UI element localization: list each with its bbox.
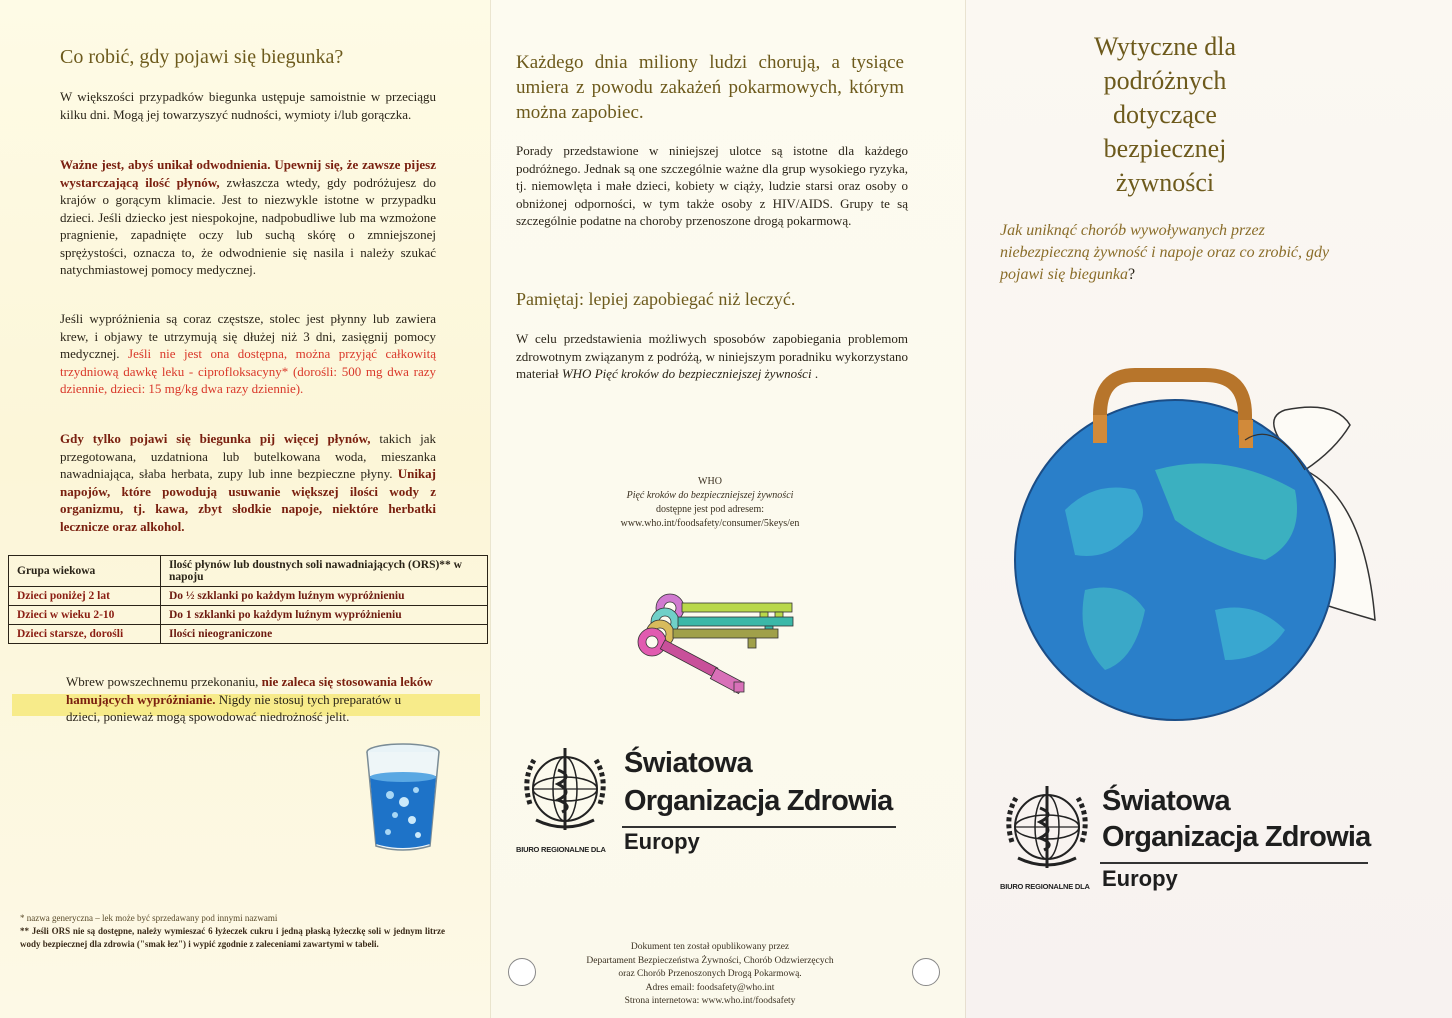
who-name-line1: Światowa — [1102, 785, 1231, 817]
who-name-line2: Organizacja Zdrowia — [1102, 821, 1371, 853]
medical-red-text: Jeśli nie jest ona dostępna, można przyjąć całkowitą trzydniową dawkę leku - ciprofloksacyny* (dorośli: 500 mg dwa razy dziennie, dzieci: 15 mg/kg dwa razy dziennie). — [60, 346, 436, 396]
table-cell: Do 1 szklanki po każdym luźnym wypróżnieniu — [161, 606, 488, 625]
fold-line — [965, 0, 966, 1018]
table-header: Grupa wiekowa — [9, 556, 161, 587]
fluids-avoid-text: Unikaj napojów, które powodują usuwanie większej ilości wody z organizmu, tj. kawa, zbyt słodkie napoje, niektóre herbatki lecznicze oraz alkohol. — [60, 466, 436, 534]
title-line: podróżnych — [1103, 66, 1227, 95]
who-emblem-icon — [516, 740, 614, 838]
table-cell: Do ½ szklanki po każdym luźnym wypróżnieniu — [161, 587, 488, 606]
table-row — [9, 625, 488, 644]
who-emblem-icon — [998, 778, 1096, 876]
subtitle-question-mark: ? — [1127, 266, 1136, 283]
keys-illustration — [630, 586, 810, 696]
water-glass-illustration — [360, 740, 446, 854]
reference-block — [560, 475, 860, 531]
five-keys-end: . — [811, 366, 819, 381]
publication-info — [540, 941, 880, 1009]
warning-emphasis: nie zaleca się stosowania leków hamujących wypróżnianie. — [66, 674, 433, 707]
dehydration-text: zwłaszcza wtedy, gdy podróżujesz do krajów o gorącym klimacie. Jest to niezwykle istotne w przypadku dzieci. Jeśli dziecko jest niespokojne, nadpobudliwe lub ma wzmożone pragnienie, zapadnięte oczy lub suchą skórę o zmniejszonej sprężystości, oznacza to, że odwodnienie się nasila i należy szukać natychmiastowej pomocy medycznej. — [60, 174, 436, 277]
who-name-line2: Organizacja Zdrowia — [624, 785, 893, 817]
title-line: żywności — [1115, 168, 1215, 197]
brochure-title — [1040, 30, 1290, 200]
middle-heading: Każdego dnia miliony ludzi chorują, a tysiące umiera z powodu zakażeń pokarmowych, którym można zapobiec. — [516, 52, 904, 123]
left-heading: Co robić, gdy pojawi się biegunka? — [60, 46, 344, 68]
ors-table — [8, 555, 488, 644]
footnote-ors: ** Jeśli ORS nie są dostępne, należy wymieszać 6 łyżeczek cukru i jedną płaską łyżeczkę soli w jednym litrze wody bezpiecznej dla zdrowia ("smak łez") i wypić zgodnie z zaleceniami zawartymi w tabeli. — [20, 926, 445, 949]
brochure-subtitle — [1000, 220, 1352, 286]
dehydration-emphasis: Ważne jest, abyś unikał odwodnienia. Upewnij się, że zawsze pijesz wystarczającą ilość płynów, — [60, 157, 436, 190]
paragraph-five-keys — [516, 330, 908, 383]
punch-hole — [508, 958, 536, 986]
remember-heading: Pamiętaj: lepiej zapobiegać niż leczyć. — [516, 289, 796, 309]
fold-line — [490, 0, 491, 1018]
footnote-generic: * nazwa generyczna – lek może być sprzedawany pod innymi nazwami — [20, 913, 278, 923]
table-row — [9, 606, 488, 625]
subtitle-text: Jak uniknąć chorób wywoływanych przez niebezpieczną żywność i napoje oraz co zrobić, gdy pojawi się biegunka — [1000, 222, 1330, 283]
reference-line: dostępne jest pod adresem: — [655, 504, 765, 515]
reference-title: WHO — [698, 476, 722, 487]
title-line: Wytyczne dla — [1093, 32, 1237, 61]
reference-italic: Pięć kroków do bezpieczniejszej żywności — [626, 490, 794, 501]
title-line: bezpiecznej — [1103, 134, 1227, 163]
table-cell: Dzieci w wieku 2-10 — [9, 606, 161, 625]
publication-line: Dokument ten został opublikowany przez — [630, 942, 790, 952]
table-header: Ilość płynów lub doustnych soli nawadniających (ORS)** w napoju — [161, 556, 488, 587]
publication-line: Departament Bezpieczeństwa Żywności, Chorób Odzwierzęcych — [586, 955, 834, 966]
who-region-name: Europy — [1102, 866, 1178, 891]
who-regional-office-label: BIURO REGIONALNE DLA — [1000, 882, 1090, 891]
publication-website: Strona internetowa: www.who.int/foodsafety — [624, 996, 796, 1006]
fluids-emphasis: Gdy tylko pojawi się biegunka pij więcej płynów, — [60, 431, 371, 446]
fluids-text: takich jak przegotowana, uzdatniona lub butelkowana woda, mieszanka nawadniająca, słaba herbata, zupy lub inne bezpieczne płyny. — [60, 431, 436, 481]
who-regional-office-label: BIURO REGIONALNE DLA — [516, 845, 606, 854]
table-header-row — [9, 556, 488, 587]
warning-text: Wbrew powszechnemu przekonaniu, — [66, 674, 262, 689]
paragraph-medical — [60, 310, 436, 398]
paragraph-antidiarrheal-warning — [66, 673, 436, 726]
who-region-name: Europy — [624, 829, 700, 854]
publication-email: Adres email: foodsafety@who.int — [645, 982, 775, 993]
globe-luggage-illustration — [1005, 360, 1445, 740]
paragraph-dehydration — [60, 156, 436, 279]
table-cell: Dzieci poniżej 2 lat — [9, 587, 161, 606]
paragraph-intro: W większości przypadków biegunka ustępuje samoistnie w przeciągu kilku dni. Mogą jej towarzyszyć nudności, wymioty i/lub gorączka. — [60, 89, 436, 122]
five-keys-title: WHO Pięć kroków do bezpieczniejszej żywności — [561, 366, 812, 381]
publication-line: oraz Chorób Przenoszonych Drogą Pokarmową. — [618, 969, 802, 979]
punch-hole — [912, 958, 940, 986]
table-cell: Dzieci starsze, dorośli — [9, 625, 161, 644]
who-divider — [622, 826, 896, 828]
table-row — [9, 587, 488, 606]
paragraph-risk-groups: Porady przedstawione w niniejszej ulotce są istotne dla każdego podróżnego. Jednak są one szczególnie ważne dla grup wysokiego ryzyka, tj. niemowlęta i małe dzieci, kobiety w ciąży, ludzie starsi oraz osoby o obniżonej odporności, w tym także osoby z HIV/AIDS. Grupy te są szczególnie podatne na choroby przenoszone drogą pokarmową. — [516, 143, 908, 228]
warning-text-end: Nigdy nie stosuj tych preparatów u dzieci, ponieważ mogą spowodować niedrożność jelit. — [66, 691, 402, 724]
five-keys-text: W celu przedstawienia możliwych sposobów zapobiegania problemom zdrowotnym związanym z podróżą, w niniejszym poradniku wykorzystano materiał — [516, 331, 908, 381]
medical-text: Jeśli wypróżnienia są coraz częstsze, stolec jest płynny lub zawiera krew, i objawy te utrzymują się dłużej niż 3 dni, zasięgnij pomocy medycznej. — [60, 311, 436, 361]
who-divider — [1100, 862, 1368, 864]
paragraph-fluids — [60, 430, 436, 535]
title-line: dotyczące — [1113, 100, 1217, 129]
table-cell: Ilości nieograniczone — [161, 625, 488, 644]
reference-url: www.who.int/foodsafety/consumer/5keys/en — [620, 518, 800, 529]
who-name-line1: Światowa — [624, 747, 753, 779]
